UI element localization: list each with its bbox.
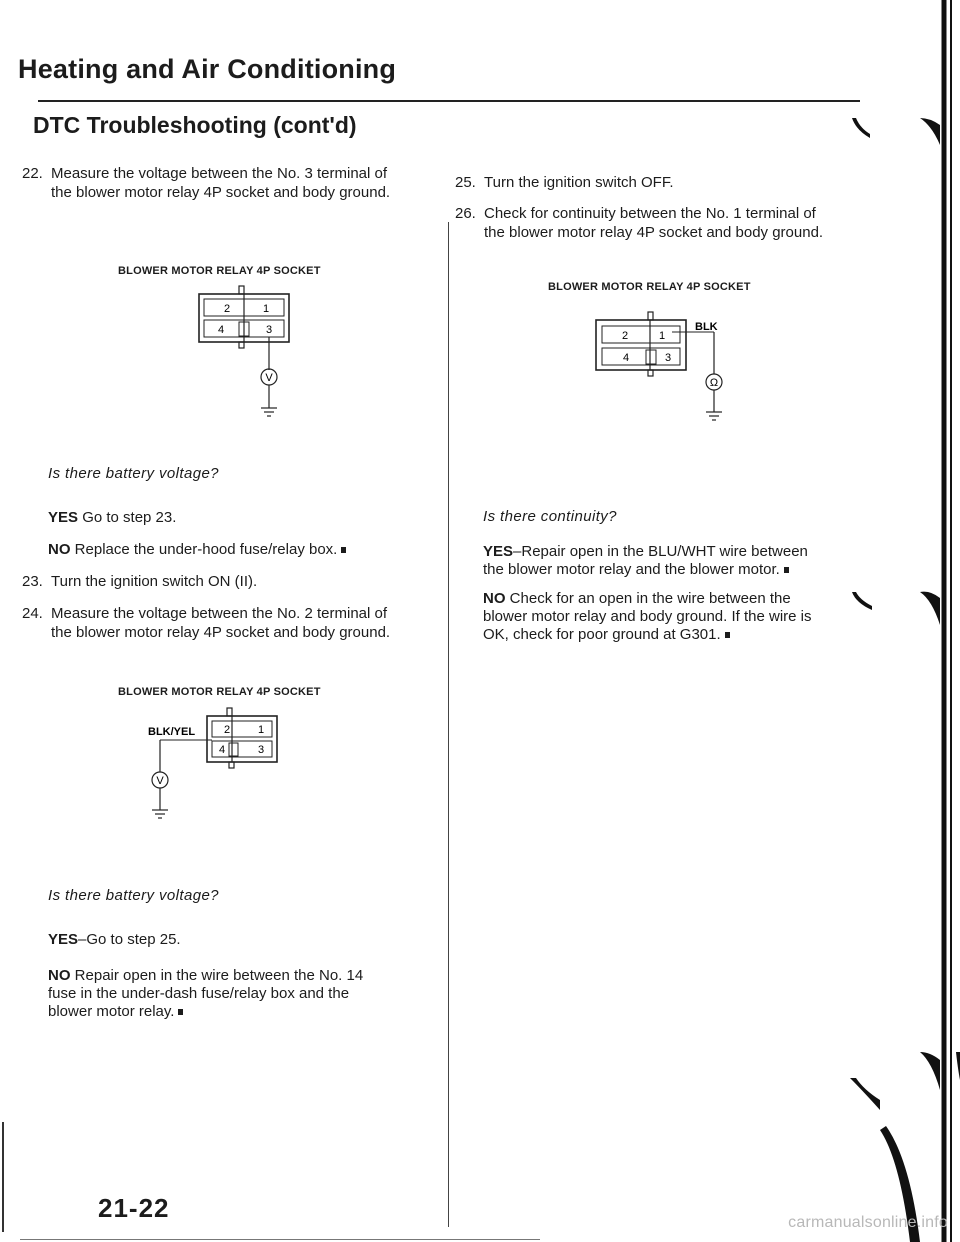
pin-label-4: 4 xyxy=(622,352,630,364)
pin-label-1: 1 xyxy=(658,330,666,342)
section-title: DTC Troubleshooting (cont'd) xyxy=(33,112,357,138)
voltmeter-symbol: V xyxy=(156,775,164,787)
step-text-line1: Measure the voltage between the No. 2 terminal of xyxy=(51,605,388,622)
question-1: Is there battery voltage? xyxy=(48,465,219,482)
step-text-line1: Turn the ignition switch OFF. xyxy=(484,174,674,191)
relay-socket-diagram-3 xyxy=(590,308,750,438)
binding-edge-mark xyxy=(2,1122,4,1232)
page-number: 21-22 xyxy=(98,1193,170,1223)
step-text-line2: the blower motor relay 4P socket and body ground. xyxy=(51,624,391,641)
step-number: 24. xyxy=(22,605,43,622)
edge-markers xyxy=(850,0,960,1242)
wire-label-blk: BLK xyxy=(695,321,718,333)
diagram-caption-2: BLOWER MOTOR RELAY 4P SOCKET xyxy=(118,686,321,698)
ohmmeter-symbol: Ω xyxy=(709,377,719,389)
no-text-line1: Repair open in the wire between the No. 14 xyxy=(74,967,364,984)
answer-yes-3: YES–Repair open in the BLU/WHT wire between the blower motor relay and the blower motor. xyxy=(483,543,808,578)
header-rule xyxy=(38,100,860,102)
end-mark xyxy=(784,567,789,573)
no-label: NO xyxy=(483,590,506,607)
pin-label-2: 2 xyxy=(223,724,231,736)
step-text-line1: Measure the voltage between the No. 3 terminal of xyxy=(51,165,388,182)
step-number: 26. xyxy=(455,205,476,222)
step-24 xyxy=(22,605,432,645)
step-number: 23. xyxy=(22,573,43,590)
relay-socket-diagram-2 xyxy=(140,700,300,830)
pin-label-1: 1 xyxy=(262,303,270,315)
yes-label: YES xyxy=(48,509,79,526)
step-25 xyxy=(455,174,845,194)
pin-label-3: 3 xyxy=(664,352,672,364)
relay-socket-diagram-1 xyxy=(190,280,300,430)
step-text-line2: the blower motor relay 4P socket and body ground. xyxy=(484,224,824,241)
pin-label-1: 1 xyxy=(257,724,265,736)
end-mark xyxy=(341,547,346,553)
no-label: NO xyxy=(48,967,71,984)
step-23 xyxy=(22,573,432,593)
pin-label-3: 3 xyxy=(257,744,265,756)
end-mark xyxy=(178,1009,183,1015)
yes-text-line1: Repair open in the BLU/WHT wire between xyxy=(521,543,808,560)
footer-rule xyxy=(20,1239,540,1240)
step-22 xyxy=(22,165,432,205)
question-2: Is there battery voltage? xyxy=(48,887,219,904)
answer-no-2 xyxy=(48,967,438,1021)
step-number: 22. xyxy=(22,165,43,182)
no-text: Replace the under-hood fuse/relay box. xyxy=(74,541,338,558)
no-text-line3: blower motor relay. xyxy=(48,1003,175,1020)
page-title: Heating and Air Conditioning xyxy=(18,54,397,84)
no-text-line3: OK, check for poor ground at G301. xyxy=(483,626,721,643)
step-text-line2: the blower motor relay 4P socket and body ground. xyxy=(51,184,391,201)
voltmeter-symbol: V xyxy=(265,372,273,384)
pin-label-4: 4 xyxy=(217,324,225,336)
pin-label-2: 2 xyxy=(621,330,629,342)
yes-label: YES xyxy=(483,543,514,560)
answer-no-1 xyxy=(48,541,346,559)
yes-text-line2: the blower motor relay and the blower motor. xyxy=(483,561,780,578)
pin-label-3: 3 xyxy=(265,324,273,336)
diagram-caption-1: BLOWER MOTOR RELAY 4P SOCKET xyxy=(118,265,321,277)
no-text-line1: Check for an open in the wire between the xyxy=(509,590,791,607)
step-text-line1: Check for continuity between the No. 1 terminal of xyxy=(484,205,816,222)
wire-label-blk-yel: BLK/YEL xyxy=(148,726,196,738)
end-mark xyxy=(725,632,730,638)
no-label: NO xyxy=(48,541,71,558)
no-text-line2: fuse in the under-dash fuse/relay box and the xyxy=(48,985,350,1002)
answer-no-3 xyxy=(483,590,853,644)
answer-yes-1 xyxy=(48,509,176,527)
no-text-line2: blower motor relay and body ground. If the wire is xyxy=(483,608,812,625)
diagram-caption-3: BLOWER MOTOR RELAY 4P SOCKET xyxy=(548,281,751,293)
pin-label-4: 4 xyxy=(218,744,226,756)
step-26 xyxy=(455,205,845,245)
yes-text: Go to step 23. xyxy=(82,509,177,526)
yes-text: Go to step 25. xyxy=(86,931,181,948)
pin-label-2: 2 xyxy=(223,303,231,315)
yes-label: YES xyxy=(48,931,79,948)
question-3: Is there continuity? xyxy=(483,508,617,525)
step-text-line1: Turn the ignition switch ON (II). xyxy=(51,573,258,590)
step-number: 25. xyxy=(455,174,476,191)
watermark: carmanualsonline.info xyxy=(788,1214,948,1231)
answer-yes-2: YES–Go to step 25. xyxy=(48,931,181,948)
column-divider xyxy=(448,222,449,1227)
